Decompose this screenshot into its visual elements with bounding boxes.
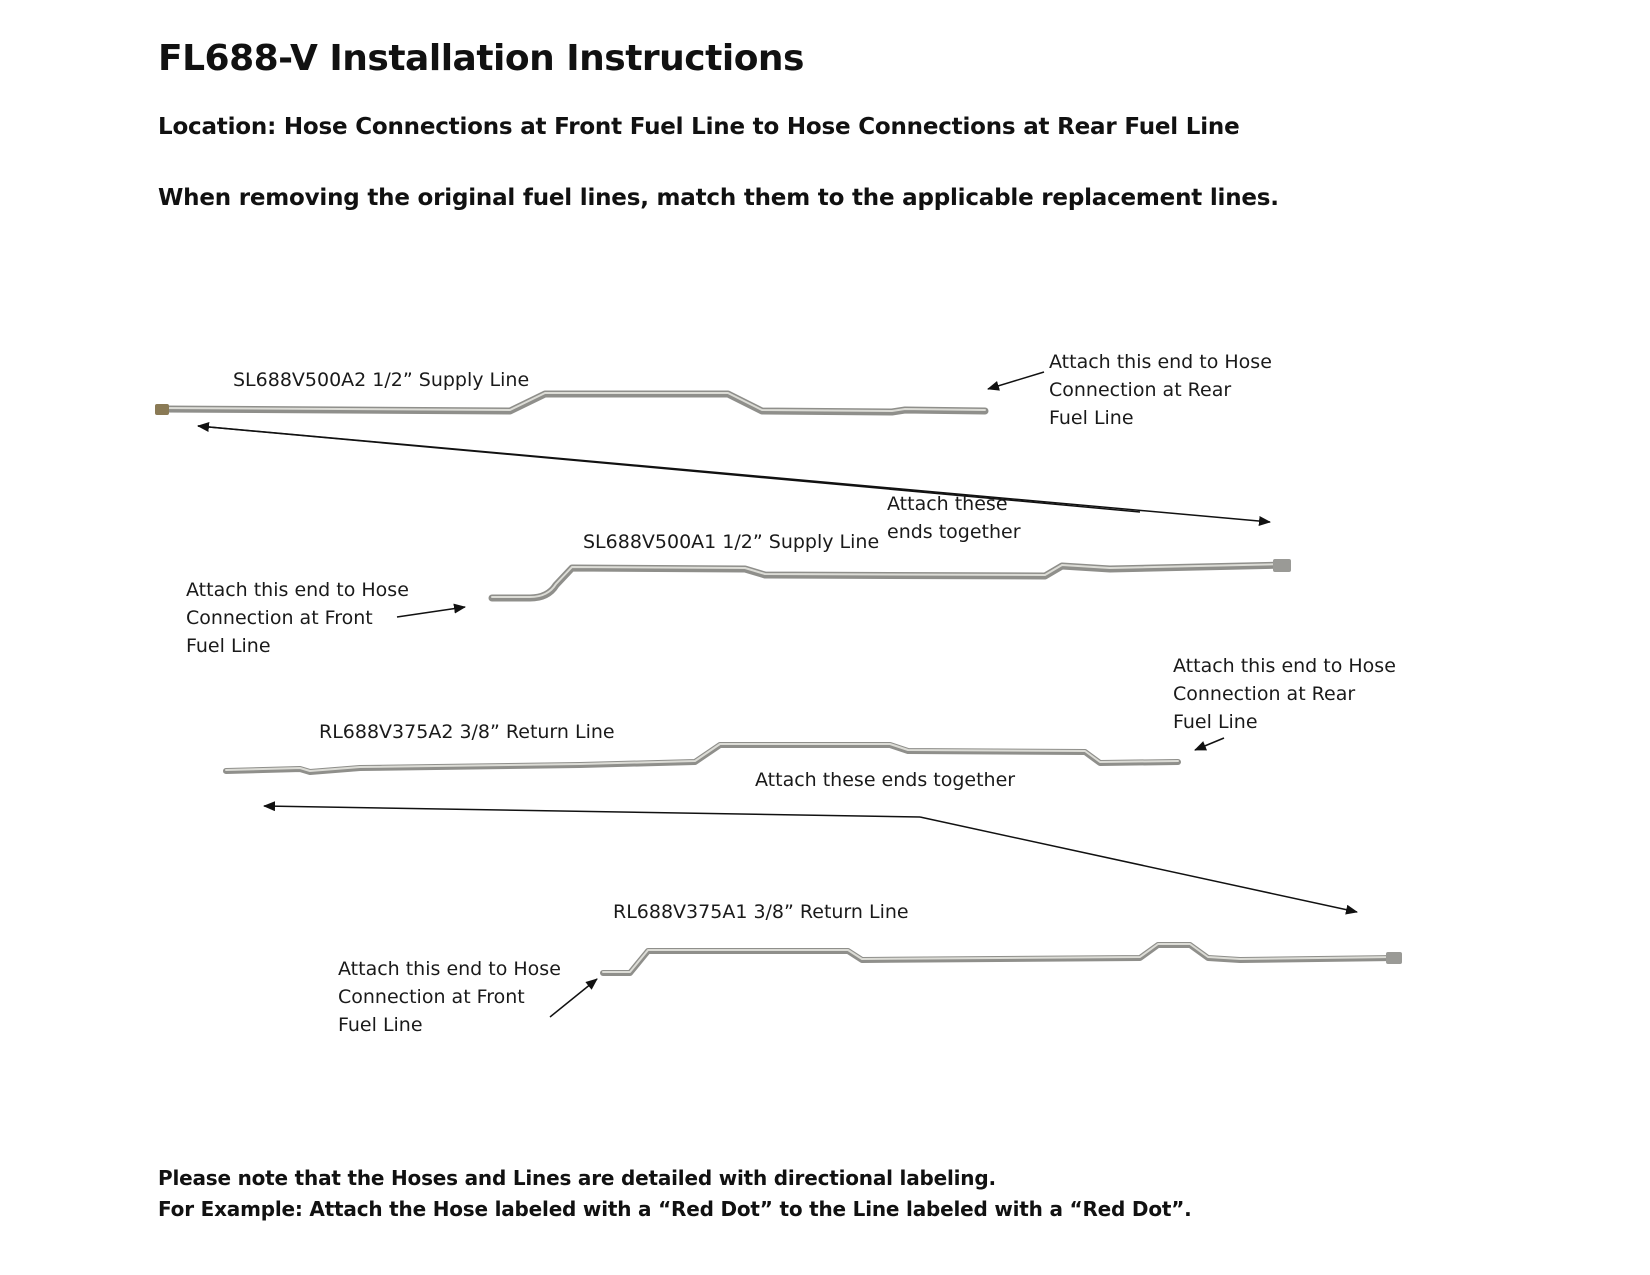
location-heading: Location: Hose Connections at Front Fuel Line to Hose Connections at Rear Fuel Line	[158, 114, 1240, 140]
page-title: FL688-V Installation Instructions	[158, 38, 804, 79]
supply-line-a2-tube	[155, 393, 985, 415]
supply-a2-fitting	[155, 404, 169, 415]
supply-line-a2-label: SL688V500A2 1/2” Supply Line	[233, 369, 530, 391]
callout-together-2: Attach these ends together	[755, 769, 1016, 791]
callout-front-1: Attach this end to Hose Connection at Front Fuel Line	[186, 579, 409, 657]
return-line-a1-tube	[603, 944, 1402, 973]
footer-note-2: For Example: Attach the Hose labeled with a “Red Dot” to the Line labeled with a “Red Dot”.	[158, 1197, 1192, 1221]
arrow-together-2-right	[920, 817, 1357, 912]
footer-note-1: Please note that the Hoses and Lines are detailed with directional labeling.	[158, 1166, 996, 1190]
arrow-rear-1	[988, 372, 1044, 389]
instruction-heading: When removing the original fuel lines, match them to the applicable replacement lines.	[158, 185, 1279, 211]
arrow-together-1-right	[198, 426, 1270, 522]
callout-front-2: Attach this end to Hose Connection at Front Fuel Line	[338, 958, 561, 1036]
arrow-rear-2	[1195, 738, 1224, 750]
return-line-a2-label: RL688V375A2 3/8” Return Line	[319, 721, 615, 743]
supply-line-a1-label: SL688V500A1 1/2” Supply Line	[583, 531, 880, 553]
return-line-a1-label: RL688V375A1 3/8” Return Line	[613, 901, 909, 923]
return-line-a2-tube	[226, 744, 1178, 772]
return-a1-fitting	[1386, 952, 1402, 964]
callout-rear-2: Attach this end to Hose Connection at Rear Fuel Line	[1173, 655, 1396, 733]
callout-rear-1: Attach this end to Hose Connection at Rear Fuel Line	[1049, 351, 1272, 429]
arrow-together-2-left	[264, 806, 920, 817]
callout-together-1: Attach these ends together	[887, 493, 1021, 543]
supply-a1-fitting	[1273, 559, 1291, 572]
supply-line-a1-tube	[492, 559, 1291, 598]
